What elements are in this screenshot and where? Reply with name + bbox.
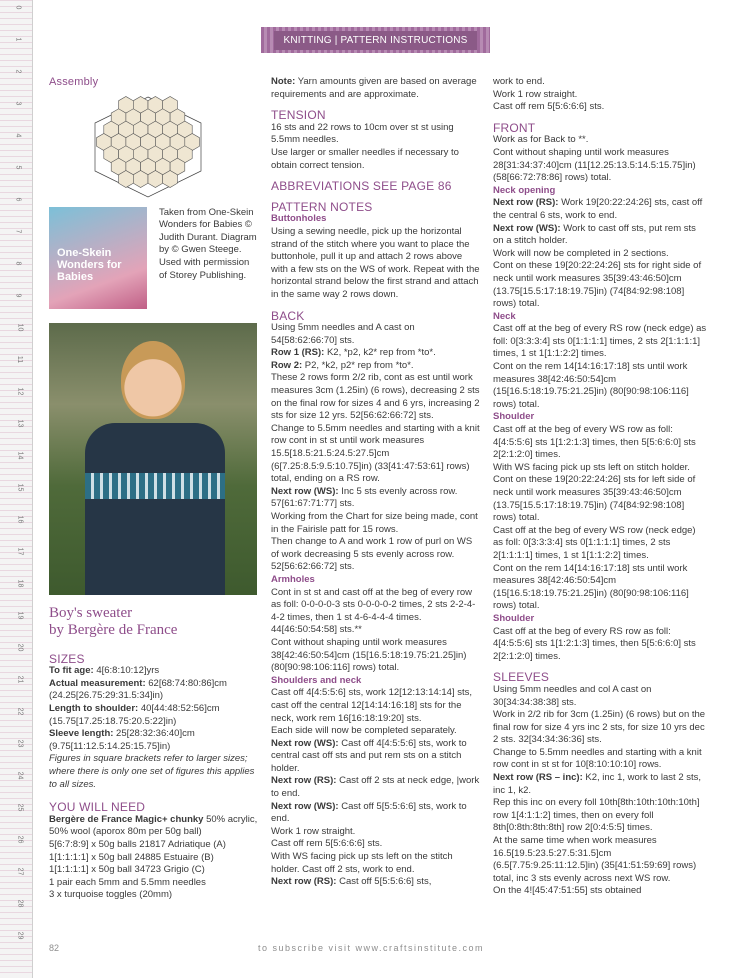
- row-instruction: Next row (WS): Cast off 5[5:5:6:6] sts, work to end.: [271, 800, 467, 825]
- shoulder-heading: Shoulder: [493, 612, 535, 624]
- pattern-title: [49, 605, 259, 639]
- ruler-label: 20: [16, 643, 24, 652]
- ruler-label: 21: [16, 675, 24, 684]
- tension-text: Use larger or smaller needles if necessary to obtain correct tension.: [271, 146, 459, 171]
- ruler-label: 29: [16, 931, 24, 940]
- sweater-photo: [49, 323, 257, 595]
- ruler-label: 10: [16, 323, 24, 332]
- photo-sweater: [85, 423, 225, 595]
- need-line: Bergère de France Magic+ chunky 50% acrylic, 50% wool (aporox 80m per 50g ball): [49, 813, 258, 838]
- ruler-label: 28: [16, 899, 24, 908]
- body-text: Cont without shaping until work measures 38[42:46:50:54]cm (15[16.5:18:19.75:21.25]in) (80[90:98:106:116] rows) total.: [271, 636, 467, 674]
- neck-heading: Neck: [493, 310, 516, 322]
- body-text: work to end.: [493, 76, 545, 87]
- body-text: Change to 5.5mm needles and starting with a knit row cont in st st for 10[8:10:10:10] rows.: [493, 746, 702, 771]
- ruler-label: 9: [14, 293, 22, 298]
- column-left: [49, 76, 259, 902]
- row-instruction: Next row (RS): Cast off 5[5:5:6:6] sts,: [271, 876, 432, 888]
- sleeves-heading: SLEEVES: [493, 670, 550, 685]
- ruler-label: 4: [14, 133, 22, 138]
- ruler-label: 14: [16, 451, 24, 460]
- armholes-heading: Armholes: [271, 573, 315, 585]
- body-text: Working from the Chart for size being made, cont in the Fairisle patt for 15 rows.: [271, 511, 478, 535]
- column-middle: [271, 76, 481, 889]
- body-text: Cast off rem 5[5:6:6:6] sts.: [493, 101, 605, 113]
- need-heading: YOU WILL NEED: [49, 800, 146, 815]
- buttonholes-heading: Buttonholes: [271, 213, 327, 225]
- body-text: Cast off at the beg of every WS row (neck edge) as foll: 0[3:3:3:4] sts 0[1:1:1:1] times, 2 sts 2[1:1:1:1] times, 1 st 1[1:1:2:2] times.: [493, 524, 696, 561]
- pattern-notes-heading: PATTERN NOTES: [271, 199, 373, 214]
- hexagon-diagram: [89, 95, 207, 199]
- ruler-label: 13: [16, 419, 24, 428]
- body-text: On the 4![45:47:51:55] sts obtained: [493, 885, 642, 897]
- ruler-label: 11: [16, 355, 24, 364]
- assembly-heading: Assembly: [49, 76, 99, 88]
- body-text: Cast off rem 5[5:6:6:6] sts.: [271, 838, 383, 850]
- size-line: Actual measurement: 62[68:74:80:86]cm (24.25[26.75:29:31.5:34]in): [49, 677, 227, 702]
- body-text: Work in 2/2 rib for 3cm (1.25in) (6 rows) but on the final row for size 4 yrs inc 2 sts, for size 10 yrs dec 2 sts. 32[34:34:36:36] sts.: [493, 709, 706, 746]
- size-line: Length to shoulder: 40[44:48:52:56]cm (15.75[17.25:18.75:20.5:22]in): [49, 702, 220, 727]
- ruler-label: 3: [14, 101, 22, 106]
- photo-boy-head: [121, 341, 185, 419]
- row-instruction: Row 2: P2, *k2, p2* rep from *to*.: [271, 359, 414, 371]
- section-label: KNITTING | PATTERN INSTRUCTIONS: [274, 31, 478, 50]
- ruler-label: 16: [16, 515, 24, 524]
- ruler-label: 7: [14, 229, 22, 234]
- row-instruction: Next row (WS): Inc 5 sts evenly across row. 57[61:67:71:77] sts.: [271, 485, 458, 510]
- ruler-label: 19: [16, 611, 24, 620]
- ruler-label: 23: [16, 739, 24, 748]
- buttonholes-text: Using a sewing needle, pick up the horizontal strand of the stitch where you want to place the buttonhole, pull it up and attach 2 rows above with a few sts on the WS of work. Repeat with the horizontal strand below the first strand and attach in the same way 2 rows down.: [271, 225, 480, 300]
- credit-text: Taken from One-Skein Wonders for Babies © Judith Durant. Diagram by © Gwen Steege. Used with permission of Storey Publishing.: [159, 206, 257, 281]
- book-cover-image: [49, 207, 147, 309]
- need-line: 5[6:7:8:9] x 50g balls 21817 Adriatique (A): [49, 838, 226, 850]
- pattern-title-line2: by Bergère de France: [49, 621, 178, 638]
- book-cover-title: One-Skein Wonders for Babies: [57, 246, 122, 283]
- need-line: 1[1:1:1:1] x 50g ball 34723 Grigio (C): [49, 864, 205, 876]
- need-line: 3 x turquoise toggles (20mm): [49, 889, 173, 901]
- side-ruler: [0, 0, 33, 978]
- body-text: With WS facing pick up sts left on stitch holder.: [493, 461, 690, 473]
- shoulders-neck-heading: Shoulders and neck: [271, 674, 362, 686]
- ruler-label: 26: [16, 835, 24, 844]
- body-text: Cont on these 19[20:22:24:26] sts for left side of neck until work measures 35[39:43:46:50]cm (13.75[15.5:17:18:19.75]in) (74[84:92:98:108] rows) total.: [493, 474, 696, 524]
- body-text: Rep this inc on every foll 10th[8th:10th:10th:10th] row 1[4:1:1:2] times, then on every foll 8th[0:8th:8th:8th] row 2[0:4:5:5] times.: [493, 797, 700, 834]
- body-text: Cont without shaping until work measures 28[31:34:37:40]cm (11[12.25:13.5:14.5:15.75]in) (58[66:72:78:86] rows) total.: [493, 146, 696, 184]
- ruler-label: 17: [16, 547, 24, 556]
- neck-opening-heading: Neck opening: [493, 184, 556, 196]
- row-instruction: Next row (RS): Cast off 2 sts at neck edge, |work to end.: [271, 775, 480, 800]
- body-text: Cast off at the beg of every RS row as foll: 4[4:5:5:6] sts 1[1:2:1:3] times, then 5[5:6:6:0] sts 2[2:1:2:0] times.: [493, 625, 696, 662]
- footer-subscribe: to subscribe visit www.craftsinstitute.com: [258, 943, 485, 953]
- ruler-label: 25: [16, 803, 24, 812]
- body-text: Work as for Back to **.: [493, 134, 589, 146]
- page-number: 82: [49, 943, 60, 953]
- ruler-label: 2: [14, 69, 22, 74]
- body-text: Change to 5.5mm needles and starting with a knit row cont in st st until work measures 15.5[18.5:21.5:24.5:27.5]cm (6[7.25:8.5:9.5:10.75]in) (33[41:47:53:61] rows) total, ending on a RS row.: [271, 422, 480, 485]
- body-text: Each side will now be completed separately.: [271, 725, 457, 737]
- row-instruction: Row 1 (RS): K2, *p2, k2* rep from *to*.: [271, 347, 436, 359]
- ruler-label: 27: [16, 867, 24, 876]
- body-text: Cont on the rem 14[14:16:17:18] sts until work measures 38[42:46:50:54]cm (15[16.5:18:19.75:21.25]in) (80[90:98:106:116] rows) total.: [493, 361, 689, 410]
- row-instruction: Next row (WS): Work to cast off sts, put rem sts on a stitch holder.: [493, 222, 696, 247]
- body-text: With WS facing pick up sts left on the stitch holder. Cast off 2 sts, work to end.: [271, 851, 453, 875]
- abbreviations-heading: ABBREVIATIONS SEE PAGE 86: [271, 179, 452, 194]
- body-text: Cast off at the beg of every RS row (neck edge) as foll: 0[3:3:3:4] sts 0[1:1:1:1] times, 2 sts 2[1:1:1:1] times, 1 st 1[1:1:2:2] times.: [493, 323, 707, 360]
- note-text: Note: Yarn amounts given are based on average requirements and are approximate.: [271, 76, 477, 100]
- section-ribbon: [261, 27, 490, 53]
- ruler-label: 5: [14, 165, 22, 170]
- body-text: These 2 rows form 2/2 rib, cont as est until work measures 3cm (1.25in) (6 rows), decreasing 2 sts on the final row for sizes 4 and 6 yrs, increasing 2 sts for size 12 yrs. 52[56:62:66:72] sts.: [271, 372, 480, 422]
- photo-fairisle-band: [85, 473, 225, 499]
- row-instruction: Next row (WS): Cast off 4[4:5:5:6] sts, work to central cast off sts and put rem sts on a stitch holder.: [271, 737, 467, 774]
- sizes-heading: SIZES: [49, 651, 85, 666]
- body-text: Work 1 row straight.: [493, 88, 578, 100]
- row-instruction: Next row (RS): Work 19[20:22:24:26] sts, cast off the central 6 sts, work to end.: [493, 197, 703, 221]
- size-line: Sleeve length: 25[28:32:36:40]cm (9.75[11:12.5:14.25:15.75]in): [49, 728, 195, 752]
- body-text: Cast off 4[4:5:5:6] sts, work 12[12:13:14:14] sts, cast off the central 12[14:14:16:18] sts for the neck, work rem 16[16:18:19:20] sts.: [271, 687, 473, 724]
- body-text: Then change to A and work 1 row of purl on WS of work decreasing 5 sts evenly across row. 52[56:62:66:72] sts.: [271, 536, 473, 573]
- ruler-label: 6: [14, 197, 22, 202]
- shoulder-heading: Shoulder: [493, 411, 535, 423]
- tension-text: 16 sts and 22 rows to 10cm over st st using 5.5mm needles.: [271, 121, 454, 146]
- body-text: Using 5mm needles and col A cast on 30[34:34:38:38] sts.: [493, 683, 652, 708]
- need-line: 1[1:1:1:1] x 50g ball 24885 Estuaire (B): [49, 851, 214, 863]
- need-line: 1 pair each 5mm and 5.5mm needles: [49, 876, 206, 888]
- body-text: Cont on these 19[20:22:24:26] sts for right side of neck until work measures 35[39:43:46:50]cm (13.75[15.5:17:18:19.75]in) (74[84:92:98:108] rows) total.: [493, 260, 702, 310]
- size-line: To fit age: 4[6:8:10:12]yrs: [49, 665, 160, 677]
- pattern-title-line1: Boy's sweater: [49, 604, 133, 621]
- ruler-label: 0: [14, 5, 22, 10]
- body-text: Cont in st st and cast off at the beg of every row as foll: 0-0-0-0-3 sts 0-0-0-0-2 times, 2 sts 2-2-4-4-2 times, then 1 st 4-6-4-4-4 times. 44[46:50:54:58] sts.**: [271, 586, 476, 636]
- body-text: Cont on the rem 14[14:16:17:18] sts until work measures 38[42:46:50:54]cm (15[16.5:18:19.75:21.25]in) (80[90:98:106:116] rows) total.: [493, 562, 689, 612]
- ruler-label: 18: [16, 579, 24, 588]
- body-text: Using 5mm needles and A cast on 54[58:62:66:70] sts.: [271, 322, 415, 346]
- ruler-label: 12: [16, 387, 24, 396]
- column-right: [493, 76, 708, 898]
- ruler-label: 1: [14, 37, 22, 42]
- book-credit: [49, 207, 259, 309]
- ruler-label: 15: [16, 483, 24, 492]
- body-text: Work 1 row straight.: [271, 825, 356, 837]
- ruler-label: 22: [16, 707, 24, 716]
- body-text: Cast off at the beg of every WS row as foll: 4[4:5:5:6] sts 1[1:2:1:3] times, then 5[5:6:6:0] sts 2[2:1:2:0] times.: [493, 424, 696, 461]
- body-text: At the same time when work measures 16.5[19.5:23.5:27.5:31.5]cm (6.5[7.75:9.25:11:12.5]in) (35[41:51:59:69] rows) total, inc 3 sts evenly across next WS row.: [493, 835, 697, 884]
- row-instruction: Next row (RS – inc): K2, inc 1, work to last 2 sts, inc 1, k2.: [493, 772, 702, 796]
- ruler-label: 8: [14, 261, 22, 266]
- ruler-label: 24: [16, 771, 24, 780]
- tension-heading: TENSION: [271, 108, 326, 123]
- sizes-note: Figures in square brackets refer to larger sizes; where there is only one set of figures this applies to all sizes.: [49, 753, 255, 790]
- body-text: Work will now be completed in 2 sections.: [493, 247, 669, 259]
- back-heading: BACK: [271, 308, 305, 323]
- front-heading: FRONT: [493, 120, 536, 135]
